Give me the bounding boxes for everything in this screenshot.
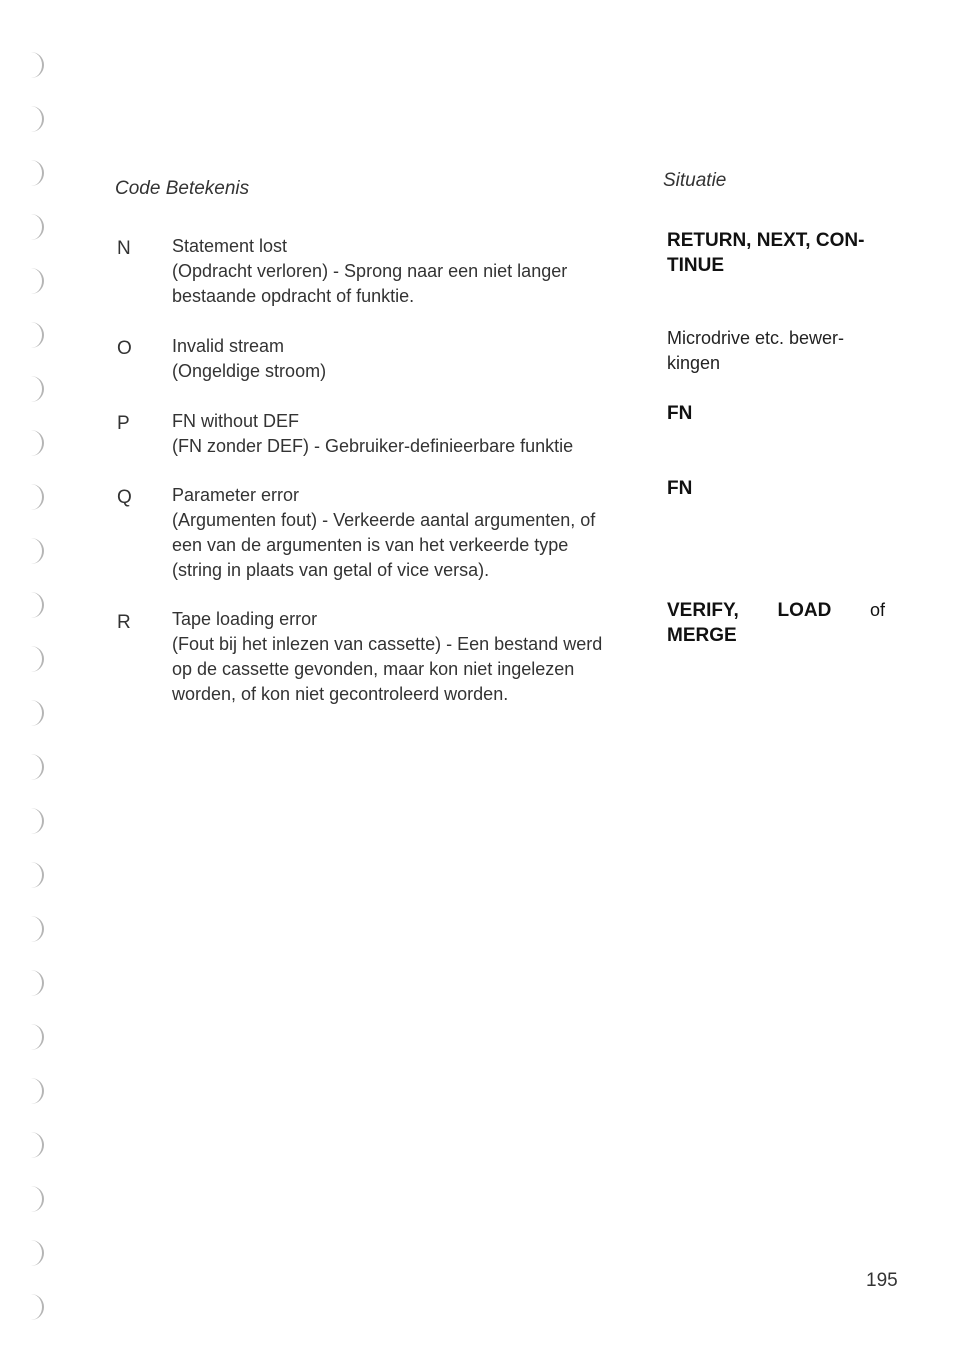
binder-hole: [28, 214, 44, 240]
situation-line: RETURN, NEXT, CON-: [667, 230, 865, 251]
error-code: N: [117, 238, 131, 259]
error-title: Parameter error: [172, 485, 300, 505]
binder-hole: [28, 1132, 44, 1158]
error-description: [172, 234, 642, 309]
error-title: FN without DEF: [172, 411, 300, 431]
error-situation: [667, 228, 885, 278]
binder-hole: [28, 322, 44, 348]
binder-hole: [28, 376, 44, 402]
error-explanation-line: (FN zonder DEF) - Gebruiker-definieerbare funktie: [172, 436, 574, 456]
error-description: [172, 334, 642, 384]
error-description: [172, 409, 642, 459]
binder-hole: [28, 1024, 44, 1050]
binder-hole: [28, 862, 44, 888]
error-explanation-line: (Argumenten fout) - Verkeerde aantal argumenten, of: [172, 510, 596, 530]
error-situation: [667, 476, 885, 501]
binder-hole: [28, 538, 44, 564]
code-column-header: Code Betekenis: [115, 178, 250, 199]
error-code: P: [117, 413, 130, 434]
binder-hole: [28, 1240, 44, 1266]
error-explanation-line: (Fout bij het inlezen van cassette) - Een bestand werd: [172, 634, 603, 654]
situation-word: of: [869, 600, 885, 620]
error-explanation-line: worden, of kon niet gecontroleerd worden.: [172, 684, 509, 704]
binder-hole: [28, 52, 44, 78]
binder-hole: [28, 430, 44, 456]
binder-hole: [28, 808, 44, 834]
error-explanation-line: (string in plaats van getal of vice versa).: [172, 560, 490, 580]
binder-hole: [28, 1078, 44, 1104]
situation-line: kingen: [667, 353, 721, 373]
binder-hole: [28, 646, 44, 672]
error-situation: [667, 326, 885, 376]
binder-hole: [28, 106, 44, 132]
situation-word: VERIFY,: [667, 600, 739, 621]
error-explanation-line: (Opdracht verloren) - Sprong naar een niet langer: [172, 261, 568, 281]
situation-line: MERGE: [667, 625, 737, 646]
error-situation: [667, 598, 885, 648]
error-code: R: [117, 612, 131, 633]
error-situation: [667, 401, 885, 426]
page-number: 195: [866, 1270, 898, 1291]
error-explanation-line: (Ongeldige stroom): [172, 361, 327, 381]
binder-hole: [28, 1294, 44, 1320]
binder-hole: [28, 160, 44, 186]
situation-line: FN: [667, 403, 693, 424]
error-explanation-line: een van de argumenten is van het verkeerde type: [172, 535, 569, 555]
situation-line: [667, 598, 885, 623]
error-title: Statement lost: [172, 236, 288, 256]
binder-hole: [28, 592, 44, 618]
binder-hole: [28, 268, 44, 294]
error-explanation-line: op de cassette gevonden, maar kon niet ingelezen: [172, 659, 575, 679]
error-description: [172, 607, 642, 707]
error-code: O: [117, 338, 132, 359]
binder-hole: [28, 970, 44, 996]
binder-hole: [28, 700, 44, 726]
situation-line: TINUE: [667, 255, 724, 276]
error-description: [172, 483, 642, 583]
error-explanation-line: bestaande opdracht of funktie.: [172, 286, 415, 306]
situation-line-wrapper: [667, 326, 885, 351]
error-code: Q: [117, 487, 132, 508]
situation-line: FN: [667, 478, 693, 499]
binder-hole: [28, 1186, 44, 1212]
binder-hole: [28, 754, 44, 780]
binder-hole: [28, 484, 44, 510]
situation-column-header: Situatie: [663, 170, 727, 191]
error-title: Invalid stream: [172, 336, 285, 356]
binder-hole: [28, 916, 44, 942]
situation-line: Microdrive etc. bewer-: [667, 328, 845, 348]
error-title: Tape loading error: [172, 609, 318, 629]
situation-word: LOAD: [777, 600, 832, 621]
